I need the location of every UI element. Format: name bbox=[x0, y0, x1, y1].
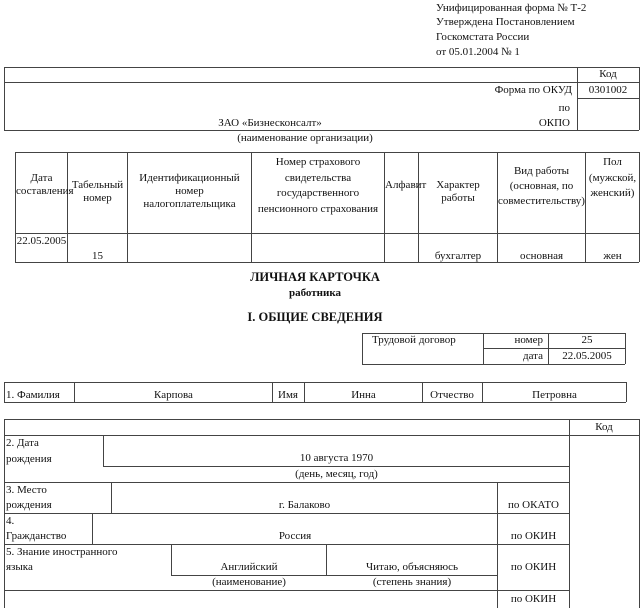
cell-work-character: бухгалтер bbox=[434, 250, 482, 262]
form-header-line-4: от 05.01.2004 № 1 bbox=[436, 46, 520, 58]
header-sex: Пол (мужской, женский) bbox=[588, 156, 637, 199]
language-level-value: Читаю, объясняюсь bbox=[365, 561, 459, 573]
card-subtitle: работника bbox=[288, 287, 342, 299]
okpo-label-2: ОКПО bbox=[538, 117, 570, 129]
language-name-caption: (наименование) bbox=[212, 576, 286, 588]
birth-date-caption: (день, месяц, год) bbox=[295, 468, 378, 480]
surname-value: Карпова bbox=[154, 389, 193, 401]
citizenship-value: Россия bbox=[278, 530, 312, 542]
language-value: Английский bbox=[220, 561, 278, 573]
section-title: I. ОБЩИЕ СВЕДЕНИЯ bbox=[247, 310, 383, 324]
cell-work-type: основная bbox=[519, 250, 564, 262]
header-insurance-number: Номер страхового свидетельства государственного пенсионного страхования bbox=[257, 156, 379, 215]
organization-caption: (наименование организации) bbox=[237, 132, 373, 144]
birth-place-label-2: рождения bbox=[6, 499, 52, 511]
contract-number: 25 bbox=[581, 334, 593, 346]
header-work-type: Вид работы (основная, по совместительству) bbox=[498, 165, 585, 207]
form-header-line-2: Утверждена Постановлением bbox=[436, 16, 575, 28]
cell-date: 22.05.2005 bbox=[16, 235, 67, 247]
birth-date-label-2: рождения bbox=[6, 453, 52, 465]
header-inn: Идентификационный номер налогоплательщика bbox=[139, 172, 240, 210]
birth-date-value: 10 августа 1970 bbox=[299, 452, 374, 464]
first-name-label: Имя bbox=[278, 389, 298, 401]
birth-place-label-1: 3. Место bbox=[6, 484, 47, 496]
birth-date-label-1: 2. Дата bbox=[6, 437, 39, 449]
organization-name: ЗАО «Бизнесконсалт» bbox=[218, 117, 322, 129]
form-header-line-1: Унифицированная форма № Т-2 bbox=[436, 2, 587, 14]
details-kod-header: Код bbox=[595, 421, 613, 433]
first-name-value: Инна bbox=[351, 389, 376, 401]
okud-value: 0301002 bbox=[588, 84, 628, 96]
citizenship-okin-label: по ОКИН bbox=[510, 530, 557, 542]
language-label-1: 5. Знание иностранного bbox=[6, 546, 118, 558]
cell-tab-number: 15 bbox=[92, 250, 103, 262]
contract-date: 22.05.2005 bbox=[562, 350, 612, 362]
citizenship-label-2: Гражданство bbox=[6, 530, 67, 542]
extra-okin-label: по ОКИН bbox=[510, 593, 557, 605]
header-alphabet: Алфавит bbox=[385, 179, 427, 191]
okpo-label-1: по bbox=[558, 102, 570, 114]
citizenship-label-1: 4. bbox=[6, 515, 15, 527]
kod-label: Код bbox=[599, 68, 617, 80]
cell-sex: жен bbox=[603, 250, 622, 262]
patronymic-label: Отчество bbox=[430, 389, 474, 401]
language-label-2: языка bbox=[6, 561, 33, 573]
birth-place-value: г. Балаково bbox=[278, 499, 331, 511]
card-title: ЛИЧНАЯ КАРТОЧКА bbox=[250, 270, 380, 284]
contract-label: Трудовой договор bbox=[372, 334, 456, 346]
patronymic-value: Петровна bbox=[532, 389, 577, 401]
header-work-character: Характер работы bbox=[436, 179, 480, 204]
contract-date-label: дата bbox=[522, 350, 543, 362]
form-header-line-3: Госкомстата России bbox=[436, 31, 530, 43]
header-date: Дата составления bbox=[16, 172, 74, 197]
language-level-caption: (степень знания) bbox=[372, 576, 452, 588]
surname-label: 1. Фамилия bbox=[6, 389, 60, 401]
language-okin-label: по ОКИН bbox=[510, 561, 557, 573]
okato-label: по ОКАТО bbox=[508, 499, 559, 511]
header-tab-number: Табельный номер bbox=[71, 179, 124, 204]
okud-label: Форма по ОКУД bbox=[494, 84, 572, 96]
contract-number-label: номер bbox=[514, 334, 543, 346]
